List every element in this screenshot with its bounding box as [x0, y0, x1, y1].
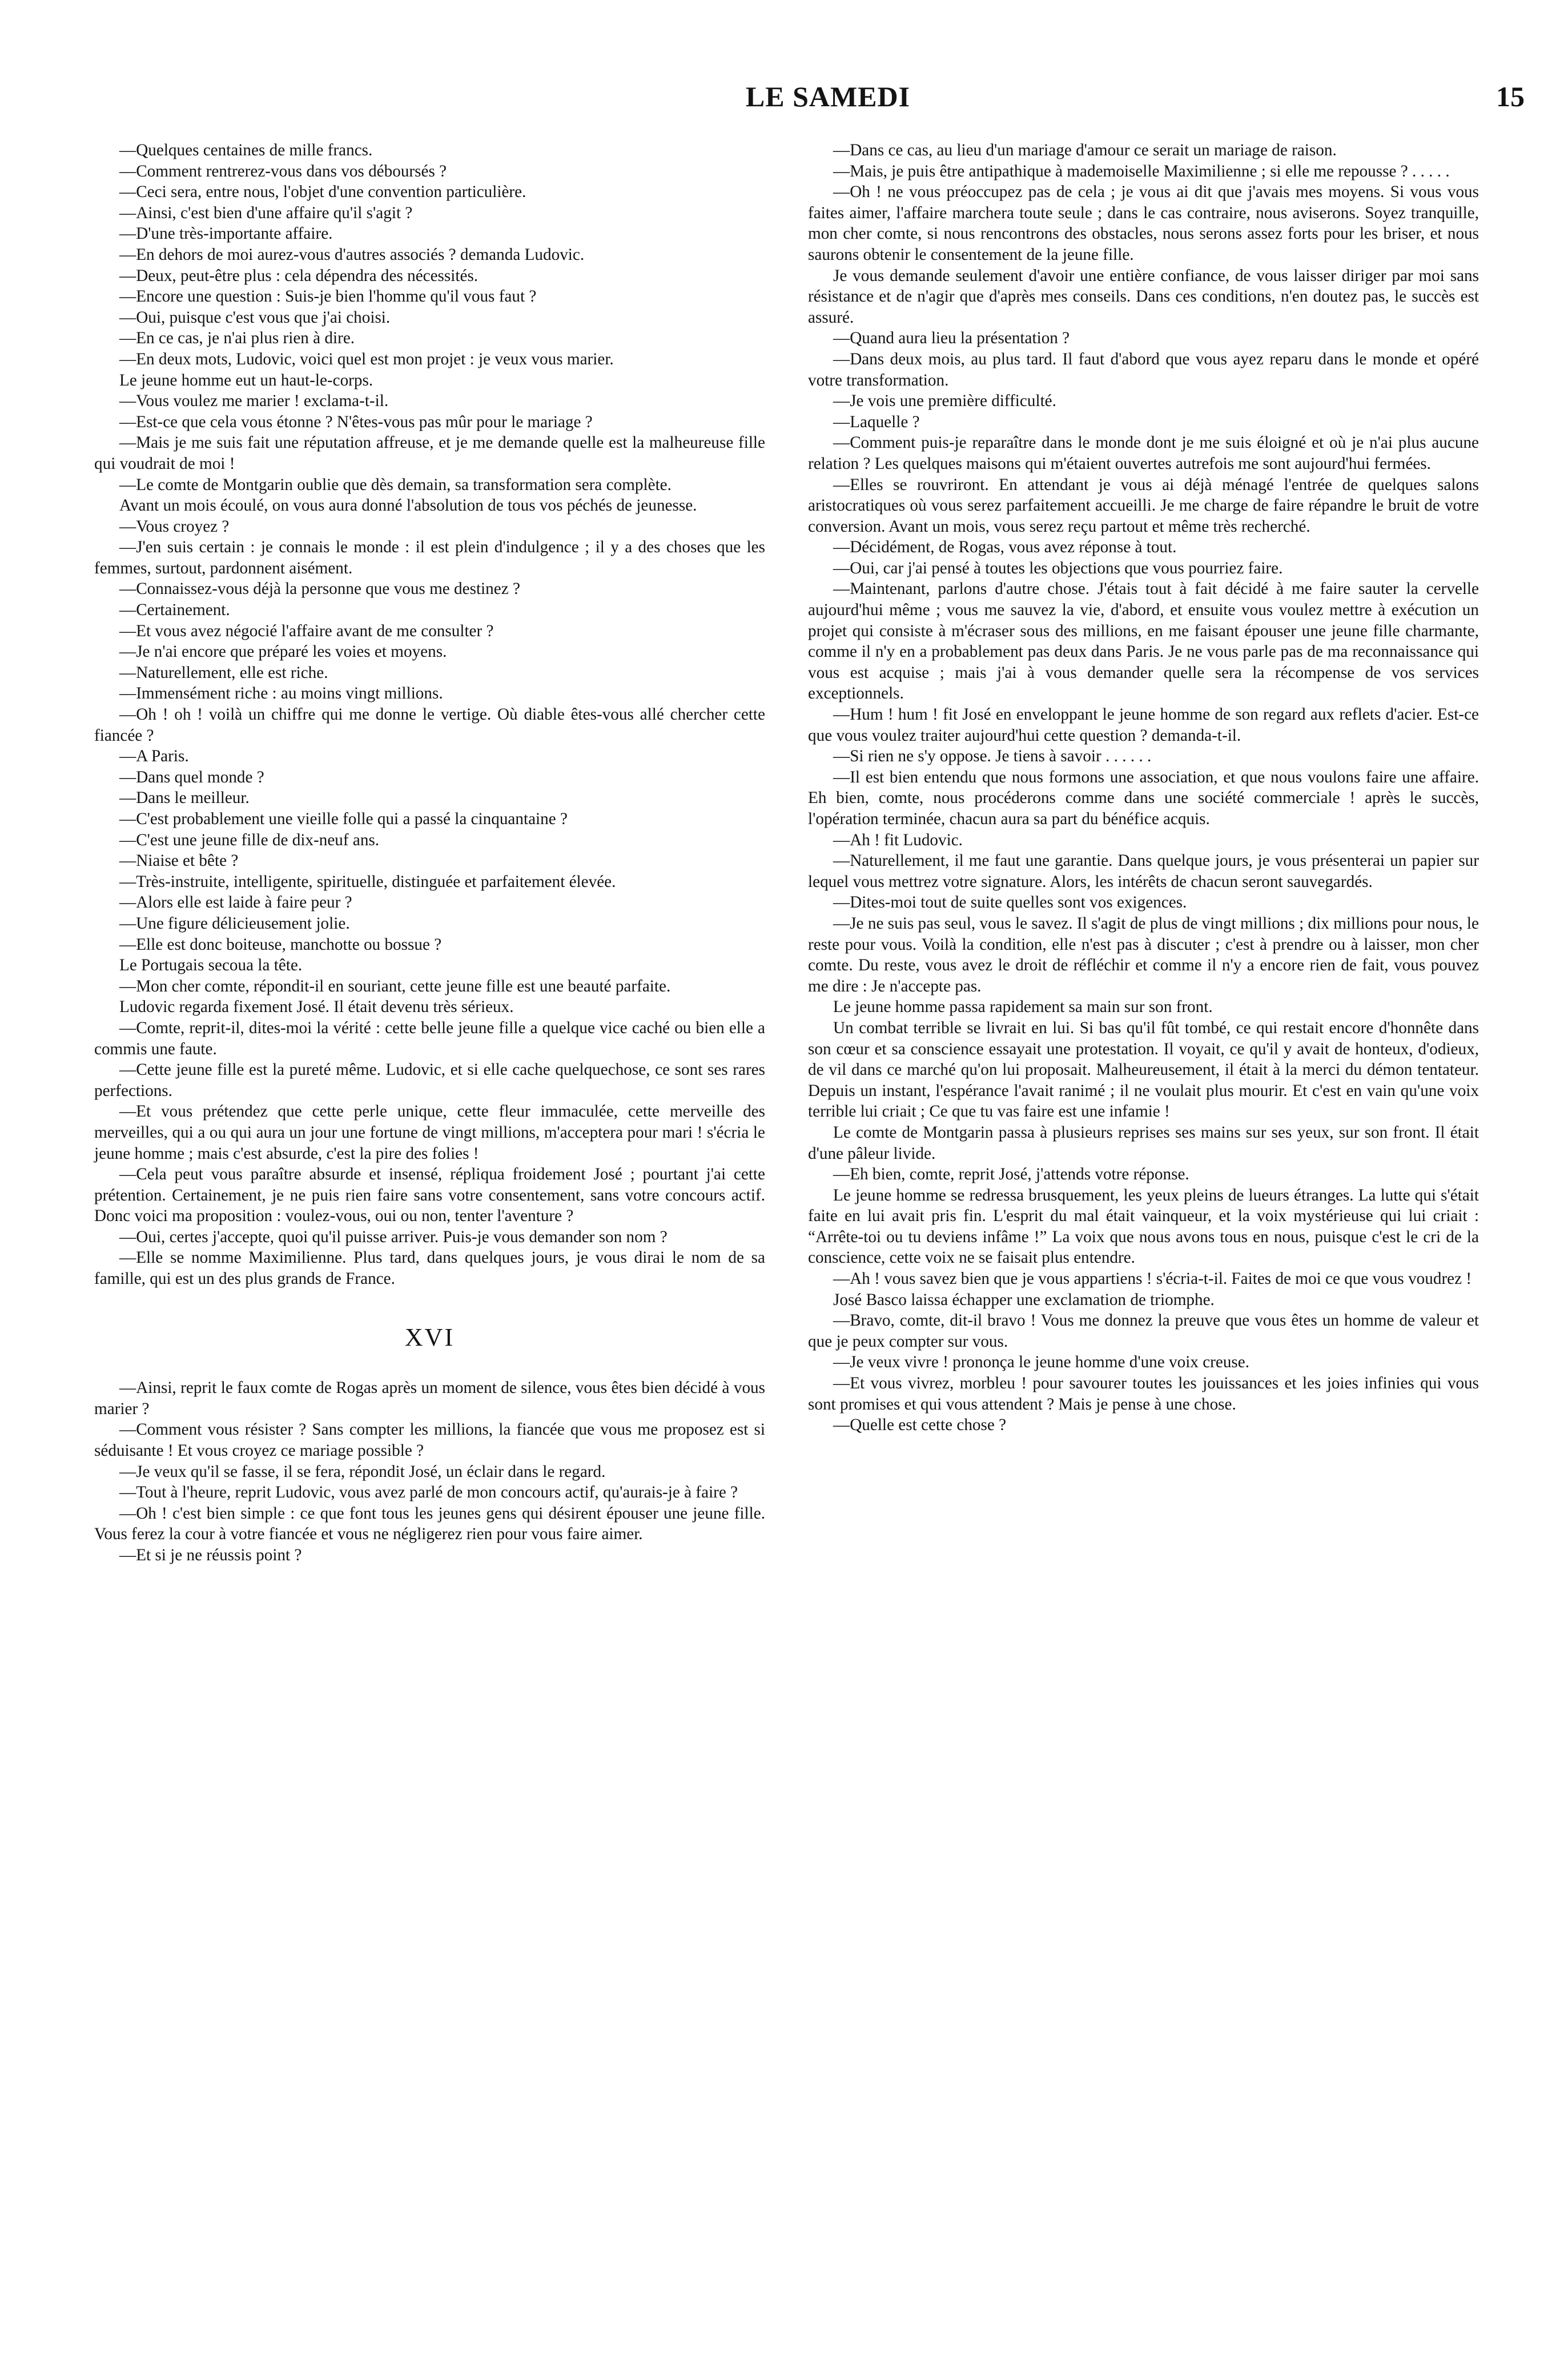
paragraph: Un combat terrible se livrait en lui. Si bas qu'il fût tombé, ce qui restait encore d'honnête dans son cœur et sa conscience essayait une protestation. Il voyait, ce qu'il y avait de honteux, d'odieux, de vil dans ce marché qu'on lui proposait. Malheureusement, il était à la merci du démon tentateur. Depuis un instant, l'espérance l'avait ranimé ; il ne voulait plus mourir. Et c'est en vain qu'une voix terrible lui criait ; Ce que tu vas faire est une infamie ! — [808, 1018, 1479, 1121]
paragraph: —Oh ! oh ! voilà un chiffre qui me donne le vertige. Où diable êtes-vous allé chercher cette fiancée ? — [94, 705, 765, 745]
paragraph: —Certainement. — [119, 601, 230, 620]
paragraph: —C'est une jeune fille de dix-neuf ans. — [119, 830, 380, 849]
left-column — [94, 140, 765, 1566]
paragraph: Le jeune homme se redressa brusquement, les yeux pleins de lueurs étranges. La lutte qui s'était faite en lui avait pris fin. L'esprit du mal était vainqueur, et la voix mystérieuse qui lui criait : “Arrête-toi ou tu deviens infâme !” La voix que nous avons tous en nous, puisque c'est le cri de la conscience, cette voix ne se faisait plus entendre. — [808, 1186, 1479, 1267]
paragraph: —Maintenant, parlons d'autre chose. J'étais tout à fait décidé à me faire sauter la cervelle aujourd'hui même ; vous me sauvez la vie, d'abord, et ensuite vous voulez mettre à exécution un projet qui consiste à m'écraser sous des millions, en me faisant épouser une jeune fille charmante, comme il n'y en a probablement pas deux dans Paris. Je ne vous parle pas de ma reconnaissance qui vous est acquise ; mais j'ai à vous demander quelle sera la récompense de vos services exceptionnels. — [808, 580, 1479, 703]
paragraph: —Naturellement, elle est riche. — [119, 663, 328, 682]
paragraph: —Si rien ne s'y oppose. Je tiens à savoir . . . . . . — [833, 747, 1152, 766]
page-header — [86, 80, 1568, 120]
paragraph: —Ah ! vous savez bien que je vous appartiens ! s'écria-t-il. Faites de moi ce que vous voudrez ! — [833, 1270, 1472, 1288]
paragraph: Je vous demande seulement d'avoir une entière confiance, de vous laisser diriger par moi sans résistance et de n'agir que d'après mes conseils. Dans ces conditions, n'en doutez pas, le succès est assuré. — [808, 266, 1479, 327]
paragraph: —Bravo, comte, dit-il bravo ! Vous me donnez la preuve que vous êtes un homme de valeur et que je peux compter sur vous. — [808, 1311, 1479, 1351]
paragraph: —En deux mots, Ludovic, voici quel est mon projet : je veux vous marier. — [119, 350, 614, 368]
paragraph: Le comte de Montgarin passa à plusieurs reprises ses mains sur ses yeux, sur son front. Il était d'une pâleur livide. — [808, 1123, 1479, 1163]
paragraph: —Je veux qu'il se fasse, il se fera, répondit José, un éclair dans le regard. — [119, 1462, 606, 1481]
paragraph: —Eh bien, comte, reprit José, j'attends votre réponse. — [833, 1165, 1189, 1184]
page-number: 15 — [1496, 81, 1525, 113]
paragraph: —Dans deux mois, au plus tard. Il faut d'abord que vous ayez reparu dans le monde et opéré votre transformation. — [808, 350, 1479, 390]
paragraph: —Oui, puisque c'est vous que j'ai choisi. — [119, 308, 391, 327]
paragraph: —En dehors de moi aurez-vous d'autres associés ? demanda Ludovic. — [119, 245, 585, 264]
paragraph: —Vous voulez me marier ! exclama-t-il. — [119, 392, 389, 411]
paragraph: —Une figure délicieusement jolie. — [119, 914, 350, 933]
paragraph: —Connaissez-vous déjà la personne que vous me destinez ? — [119, 580, 520, 599]
paragraph: —Quelques centaines de mille francs. — [119, 141, 373, 159]
paragraph: —Mais, je puis être antipathique à mademoiselle Maximilienne ; si elle me repousse ? . . . . . — [833, 162, 1450, 180]
paragraph: —Laquelle ? — [833, 412, 920, 431]
paragraph: —Comment rentrerez-vous dans vos déboursés ? — [119, 162, 447, 180]
paragraph: —Dans ce cas, au lieu d'un mariage d'amour ce serait un mariage de raison. — [833, 141, 1337, 159]
paragraph: —Comment vous résister ? Sans compter les millions, la fiancée que vous me proposez est si séduisante ! Et vous croyez ce mariage possible ? — [94, 1420, 765, 1460]
paragraph: —Est-ce que cela vous étonne ? N'êtes-vous pas mûr pour le mariage ? — [119, 412, 593, 431]
chapter-heading: XVI — [404, 1323, 455, 1351]
paragraph: —Quelle est cette chose ? — [833, 1416, 1007, 1435]
paragraph: Le Portugais secoua la tête. — [119, 956, 303, 975]
paragraph: —Il est bien entendu que nous formons une association, et que nous voulons faire une affaire. Eh bien, comte, nous procéderons comme dans une société commerciale ! après le succès, l'opération terminée, chacun aura sa part du bénéfice acquis. — [808, 768, 1479, 828]
paragraph: —Ceci sera, entre nous, l'objet d'une convention particulière. — [119, 183, 526, 202]
paragraph: —Et si je ne réussis point ? — [119, 1546, 302, 1564]
paragraph: —Niaise et bête ? — [119, 852, 239, 870]
paragraph: —Je veux vivre ! prononça le jeune homme d'une voix creuse. — [833, 1353, 1250, 1372]
paragraph: —Ainsi, reprit le faux comte de Rogas après un moment de silence, vous êtes bien décidé à vous marier ? — [94, 1379, 765, 1418]
paragraph: —Ah ! fit Ludovic. — [833, 830, 963, 849]
paragraph: —Cela peut vous paraître absurde et insensé, répliqua froidement José ; pourtant j'ai cette prétention. Certainement, je ne puis rien faire sans votre consentement, sans votre concours actif. Donc voici ma proposition : voulez-vous, oui ou non, tenter l'aventure ? — [94, 1165, 765, 1226]
paragraph: —Encore une question : Suis-je bien l'homme qu'il vous faut ? — [119, 287, 537, 306]
paragraph: —Ainsi, c'est bien d'une affaire qu'il s'agit ? — [119, 203, 413, 222]
paragraph: —Et vous avez négocié l'affaire avant de me consulter ? — [119, 621, 494, 640]
paragraph: —Je n'ai encore que préparé les voies et moyens. — [119, 643, 447, 661]
paragraph: —Elle se nomme Maximilienne. Plus tard, dans quelques jours, je vous dirai le nom de sa famille, qui est un des plus grands de France. — [94, 1248, 765, 1288]
paragraph: —Le comte de Montgarin oublie que dès demain, sa transformation sera complète. — [119, 475, 672, 494]
paragraph: —Très-instruite, intelligente, spirituelle, distinguée et parfaitement élevée. — [119, 872, 616, 891]
paragraph: —Elles se rouvriront. En attendant je vous ai déjà ménagé l'entrée de quelques salons aristocratiques où vous serez parfaitement accueilli. Je me charge de faire répandre le bruit de votre conversion. Avant un mois, vous serez reçu partout et même très recherché. — [808, 475, 1479, 536]
paragraph: —Naturellement, il me faut une garantie. Dans quelque jours, je vous présenterai un papier sur lequel vous mettrez votre signature. Alors, les intérêts de chacun seront sauvegardés. — [808, 852, 1479, 891]
paragraph: Avant un mois écoulé, on vous aura donné l'absolution de tous vos péchés de jeunesse. — [119, 496, 697, 515]
paragraph: —Oh ! c'est bien simple : ce que font tous les jeunes gens qui désirent épouser une jeune fille. Vous ferez la cour à votre fiancée et vous ne négligerez rien pour vous faire aimer. — [94, 1504, 765, 1544]
paragraph: —Mon cher comte, répondit-il en souriant, cette jeune fille est une beauté parfaite. — [119, 977, 671, 995]
paragraph: —Décidément, de Rogas, vous avez réponse à tout. — [833, 538, 1177, 557]
paragraph: —Oui, car j'ai pensé à toutes les objections que vous pourriez faire. — [833, 559, 1283, 577]
paragraph: —Et vous prétendez que cette perle unique, cette fleur immaculée, cette merveille des merveilles, qui a ou qui aura un jour une fortune de vingt millions, m'acceptera pour mari ! s'écria le jeune homme ; mais c'est absurde, c'est la pire des folies ! — [94, 1102, 765, 1163]
paragraph: —Et vous vivrez, morbleu ! pour savourer toutes les jouissances et les joies infinies qui vous sont promises et qui vous attendent ? Mais je pense à une chose. — [808, 1374, 1479, 1414]
paragraph: —Cette jeune fille est la pureté même. Ludovic, et si elle cache quelquechose, ce sont ses rares perfections. — [94, 1061, 765, 1100]
paragraph: —C'est probablement une vieille folle qui a passé la cinquantaine ? — [119, 810, 568, 828]
paragraph: —Oui, certes j'accepte, quoi qu'il puisse arriver. Puis-je vous demander son nom ? — [119, 1227, 668, 1246]
paragraph: —En ce cas, je n'ai plus rien à dire. — [119, 329, 355, 348]
paragraph: —Vous croyez ? — [119, 517, 230, 536]
paragraph: —Dans le meilleur. — [119, 789, 250, 808]
paragraph: —Elle est donc boiteuse, manchotte ou bossue ? — [119, 935, 442, 954]
paragraph: Le jeune homme eut un haut-le-corps. — [119, 371, 373, 390]
paragraph: —J'en suis certain : je connais le monde : il est plein d'indulgence ; il y a des choses que les femmes, surtout, pardonnent aisément. — [94, 538, 765, 577]
paragraph: —Deux, peut-être plus : cela dépendra des nécessités. — [119, 266, 479, 285]
paragraph: —Dites-moi tout de suite quelles sont vos exigences. — [833, 893, 1187, 912]
paragraph: —Hum ! hum ! fit José en enveloppant le jeune homme de son regard aux reflets d'acier. Est-ce que vous voulez traiter aujourd'hui cette question ? demanda-t-il. — [808, 705, 1479, 745]
paragraph: —Je vois une première difficulté. — [833, 392, 1056, 411]
paragraph: —D'une très-importante affaire. — [119, 224, 333, 243]
publication-title: LE SAMEDI — [745, 81, 911, 113]
paragraph: José Basco laissa échapper une exclamation de triomphe. — [833, 1290, 1215, 1309]
paragraph: —Oh ! ne vous préoccupez pas de cela ; je vous ai dit que j'avais mes moyens. Si vous vous faites aimer, l'affaire marchera toute seule ; dans le cas contraire, nous aviserons. Soyez tranquille, mon cher comte, si nous rencontrons des obstacles, nous serons assez forts pour les briser, et nous saurons obtenir le consentement de la jeune fille. — [808, 183, 1479, 264]
paragraph: —Alors elle est laide à faire peur ? — [119, 893, 352, 912]
paragraph: —Tout à l'heure, reprit Ludovic, vous avez parlé de mon concours actif, qu'aurais-je à faire ? — [119, 1483, 738, 1502]
paragraph: —Comte, reprit-il, dites-moi la vérité : cette belle jeune fille a quelque vice caché ou bien elle a commis une faute. — [94, 1018, 765, 1058]
paragraph: —Dans quel monde ? — [119, 768, 264, 786]
paragraph: —Mais je me suis fait une réputation affreuse, et je me demande quelle est la malheureuse fille qui voudrait de moi ! — [94, 433, 765, 473]
paragraph: —Je ne suis pas seul, vous le savez. Il s'agit de plus de vingt millions ; dix millions pour nous, le reste pour vous. Voilà la condition, elle n'est pas à discuter ; c'est à prendre ou à laisser, mon cher comte. Du reste, vous avez le droit de réfléchir et comme il n'y a encore rien de fait, vous pouvez me dire : Je n'accepte pas. — [808, 914, 1479, 995]
right-column — [808, 140, 1479, 1436]
paragraph: —Quand aura lieu la présentation ? — [833, 329, 1070, 348]
paragraph: —Immensément riche : au moins vingt millions. — [119, 684, 443, 703]
paragraph: Le jeune homme passa rapidement sa main sur son front. — [833, 998, 1213, 1017]
paragraph: Ludovic regarda fixement José. Il était devenu très sérieux. — [119, 998, 514, 1017]
paragraph: —Comment puis-je reparaître dans le monde dont je me suis éloigné et où je n'ai plus aucune relation ? Les quelques maisons qui m'étaient ouvertes autrefois me sont aujourd'hui fermées. — [808, 433, 1479, 473]
paragraph: —A Paris. — [119, 747, 189, 766]
